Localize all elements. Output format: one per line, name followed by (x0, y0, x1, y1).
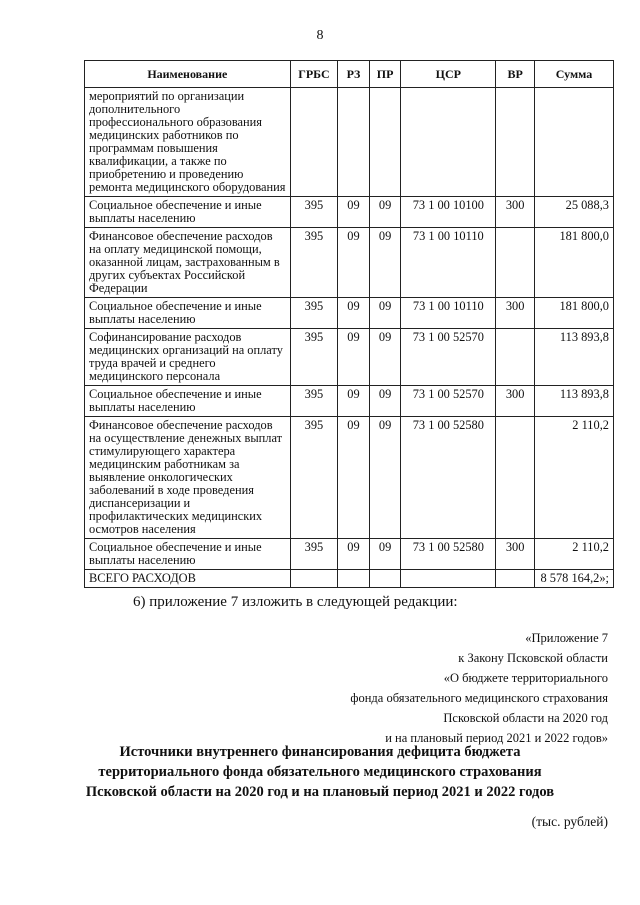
cell-vr: 300 (496, 298, 535, 329)
cell-grbs: 395 (290, 417, 338, 539)
cell-name: Социальное обеспечение и иные выплаты населению (85, 539, 291, 570)
appendix-line: «Приложение 7 (525, 631, 608, 645)
appendix-reference-block (350, 628, 608, 748)
section-title-line: Псковской области на 2020 год и на плановый период 2021 и 2022 годов (85, 784, 555, 800)
page-number: 8 (316, 28, 324, 43)
header-sum: Сумма (535, 61, 614, 88)
cell-rz: 09 (338, 228, 369, 298)
cell-rz: 09 (338, 417, 369, 539)
cell-vr: 300 (496, 386, 535, 417)
cell-csr: 73 1 00 52570 (401, 386, 496, 417)
cell-sum: 181 800,0 (535, 228, 614, 298)
cell-grbs (290, 570, 338, 588)
cell-rz: 09 (338, 298, 369, 329)
cell-name: Финансовое обеспечение расходов на оплату медицинской помощи, оказанной лицам, застрахованным в других субъектах Российской Федерации (85, 228, 291, 298)
cell-grbs (290, 88, 338, 197)
cell-rz: 09 (338, 386, 369, 417)
cell-csr: 73 1 00 10110 (401, 228, 496, 298)
cell-name: Социальное обеспечение и иные выплаты населению (85, 197, 291, 228)
appendix-line: фонда обязательного медицинского страхования (350, 691, 608, 705)
cell-sum (535, 88, 614, 197)
cell-vr (496, 88, 535, 197)
header-name: Наименование (85, 61, 291, 88)
cell-rz (338, 88, 369, 197)
section-title-line: Источники внутреннего финансирования дефицита бюджета (119, 744, 521, 760)
appendix-line: к Закону Псковской области (458, 651, 608, 665)
cell-sum: 2 110,2 (535, 539, 614, 570)
header-rz: РЗ (338, 61, 369, 88)
appendix-line: «О бюджете территориального (443, 671, 608, 685)
cell-csr: 73 1 00 52580 (401, 539, 496, 570)
cell-vr (496, 329, 535, 386)
cell-rz: 09 (338, 197, 369, 228)
table-row (85, 329, 614, 386)
cell-pr: 09 (369, 417, 401, 539)
cell-sum: 2 110,2 (535, 417, 614, 539)
cell-csr: 73 1 00 10100 (401, 197, 496, 228)
header-pr: ПР (369, 61, 401, 88)
header-vr: ВР (496, 61, 535, 88)
table-row (85, 298, 614, 329)
cell-sum: 25 088,3 (535, 197, 614, 228)
cell-name: Софинансирование расходов медицинских организаций на оплату труда врачей и среднего медицинского персонала (85, 329, 291, 386)
table-header-row (85, 61, 614, 88)
cell-pr: 09 (369, 197, 401, 228)
cell-pr (369, 570, 401, 588)
cell-grbs: 395 (290, 197, 338, 228)
cell-name: Финансовое обеспечение расходов на осуществление денежных выплат стимулирующего характера медицинским работникам за выявление онкологических заболеваний в ходе проведения диспансеризации и профилактических медицинских осмотров населения (85, 417, 291, 539)
cell-rz (338, 570, 369, 588)
table-row (85, 417, 614, 539)
section-title-line: территориального фонда обязательного медицинского страхования (98, 764, 542, 780)
cell-vr (496, 417, 535, 539)
cell-name: Социальное обеспечение и иные выплаты населению (85, 298, 291, 329)
cell-pr: 09 (369, 228, 401, 298)
cell-sum: 113 893,8 (535, 386, 614, 417)
table-row (85, 228, 614, 298)
amendment-paragraph: 6) приложение 7 изложить в следующей редакции: (133, 594, 458, 610)
cell-vr (496, 228, 535, 298)
cell-rz: 09 (338, 329, 369, 386)
cell-grbs: 395 (290, 386, 338, 417)
cell-grbs: 395 (290, 539, 338, 570)
table-row (85, 197, 614, 228)
table-total-row (85, 570, 614, 588)
cell-grbs: 395 (290, 329, 338, 386)
table-row (85, 88, 614, 197)
cell-sum: 181 800,0 (535, 298, 614, 329)
cell-pr (369, 88, 401, 197)
cell-sum: 8 578 164,2»; (535, 570, 614, 588)
appendix-line: Псковской области на 2020 год (443, 711, 608, 725)
table-row (85, 539, 614, 570)
cell-csr (401, 88, 496, 197)
cell-pr: 09 (369, 329, 401, 386)
header-csr: ЦСР (401, 61, 496, 88)
cell-pr: 09 (369, 386, 401, 417)
cell-csr (401, 570, 496, 588)
header-grbs: ГРБС (290, 61, 338, 88)
cell-pr: 09 (369, 298, 401, 329)
cell-pr: 09 (369, 539, 401, 570)
expenditure-table (84, 60, 614, 588)
cell-csr: 73 1 00 52570 (401, 329, 496, 386)
cell-csr: 73 1 00 10110 (401, 298, 496, 329)
cell-name: Социальное обеспечение и иные выплаты населению (85, 386, 291, 417)
cell-grbs: 395 (290, 228, 338, 298)
cell-rz: 09 (338, 539, 369, 570)
cell-grbs: 395 (290, 298, 338, 329)
cell-csr: 73 1 00 52580 (401, 417, 496, 539)
section-title (0, 742, 640, 802)
appendix-line: и на плановый период 2021 и 2022 годов» (385, 731, 608, 745)
cell-name: ВСЕГО РАСХОДОВ (85, 570, 291, 588)
table-row (85, 386, 614, 417)
units-label: (тыс. рублей) (531, 814, 608, 829)
cell-name: мероприятий по организации дополнительного профессионального образования медицинских работников по программам повышения квалификации, а также по приобретению и проведению ремонта медицинского оборудования (85, 88, 291, 197)
cell-vr (496, 570, 535, 588)
cell-vr: 300 (496, 539, 535, 570)
cell-sum: 113 893,8 (535, 329, 614, 386)
cell-vr: 300 (496, 197, 535, 228)
